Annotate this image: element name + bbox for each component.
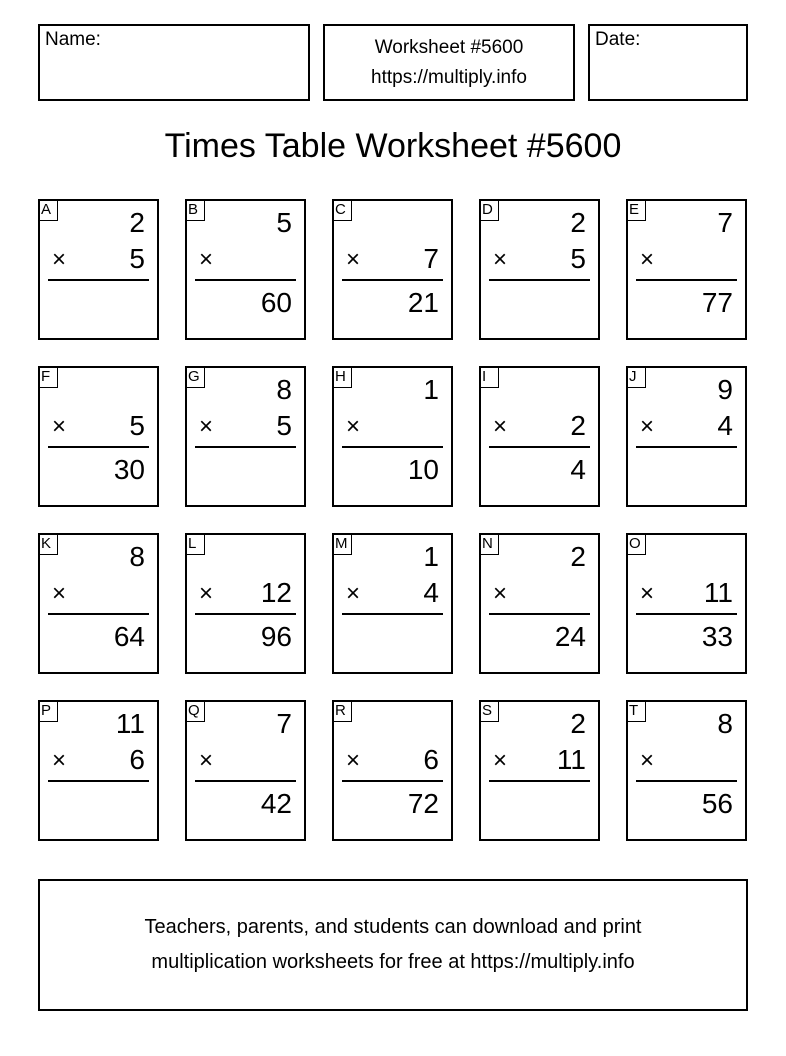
product: 24 [554, 621, 586, 652]
problem-letter: R [332, 700, 352, 722]
answer-line [636, 780, 737, 782]
answer-line [342, 279, 443, 281]
times-sign: × [52, 747, 67, 774]
multiplier: 12 [260, 577, 292, 608]
problem-card [185, 366, 306, 507]
problem-letter: T [626, 700, 646, 722]
footer-box [38, 879, 748, 1011]
multiplier: 5 [129, 410, 145, 441]
problem-letter: K [38, 533, 58, 555]
problem-card [38, 366, 159, 507]
product: 10 [407, 454, 439, 485]
product: 33 [701, 621, 733, 652]
problem-letter: P [38, 700, 58, 722]
product: 30 [113, 454, 145, 485]
problem-card [185, 700, 306, 841]
times-sign: × [199, 413, 214, 440]
product: 56 [701, 788, 733, 819]
problem-letter: L [185, 533, 205, 555]
multiplicand: 1 [423, 374, 439, 405]
problem-letter: C [332, 199, 352, 221]
problem-letter: D [479, 199, 499, 221]
times-sign: × [52, 413, 67, 440]
multiplicand: 7 [276, 708, 292, 739]
date-field-box [588, 24, 748, 101]
multiplicand: 2 [570, 207, 586, 238]
problem-card [479, 700, 600, 841]
problem-card [479, 199, 600, 340]
multiplicand: 8 [276, 374, 292, 405]
answer-line [489, 780, 590, 782]
answer-line [195, 613, 296, 615]
answer-line [195, 446, 296, 448]
product: 64 [113, 621, 145, 652]
problem-letter: N [479, 533, 499, 555]
date-label: Date: [595, 29, 641, 50]
multiplicand: 8 [129, 541, 145, 572]
worksheet-info-box [323, 24, 575, 101]
multiplicand: 7 [717, 207, 733, 238]
answer-line [48, 279, 149, 281]
answer-line [636, 446, 737, 448]
times-sign: × [493, 580, 508, 607]
answer-line [48, 780, 149, 782]
times-sign: × [640, 747, 655, 774]
problem-card [626, 533, 747, 674]
problem-card [479, 366, 600, 507]
times-sign: × [199, 580, 214, 607]
answer-line [489, 613, 590, 615]
times-sign: × [346, 413, 361, 440]
times-sign: × [199, 747, 214, 774]
problem-letter: I [479, 366, 499, 388]
problem-card [185, 533, 306, 674]
product: 4 [570, 454, 586, 485]
times-sign: × [493, 413, 508, 440]
multiplier: 2 [570, 410, 586, 441]
problem-card [479, 533, 600, 674]
multiplicand: 2 [570, 708, 586, 739]
problem-letter: B [185, 199, 205, 221]
times-sign: × [346, 747, 361, 774]
times-sign: × [346, 246, 361, 273]
product: 60 [260, 287, 292, 318]
times-sign: × [493, 246, 508, 273]
times-sign: × [640, 580, 655, 607]
problem-letter: F [38, 366, 58, 388]
product: 96 [260, 621, 292, 652]
problem-letter: J [626, 366, 646, 388]
product: 72 [407, 788, 439, 819]
answer-line [195, 279, 296, 281]
problem-card [38, 199, 159, 340]
answer-line [342, 780, 443, 782]
multiplicand: 1 [423, 541, 439, 572]
multiplicand: 2 [570, 541, 586, 572]
answer-line [636, 279, 737, 281]
answer-line [195, 780, 296, 782]
multiplier: 4 [423, 577, 439, 608]
multiplier: 5 [276, 410, 292, 441]
problem-letter: O [626, 533, 646, 555]
answer-line [342, 613, 443, 615]
problem-letter: A [38, 199, 58, 221]
multiplicand: 8 [717, 708, 733, 739]
answer-line [636, 613, 737, 615]
problem-letter: G [185, 366, 205, 388]
product: 77 [701, 287, 733, 318]
problem-card [332, 533, 453, 674]
problem-card [626, 199, 747, 340]
name-label: Name: [45, 29, 101, 50]
problem-card [332, 366, 453, 507]
answer-line [489, 446, 590, 448]
answer-line [48, 613, 149, 615]
multiplier: 4 [717, 410, 733, 441]
answer-line [342, 446, 443, 448]
multiplier: 7 [423, 243, 439, 274]
product: 42 [260, 788, 292, 819]
page-title: Times Table Worksheet #5600 [164, 127, 622, 165]
multiplicand: 5 [276, 207, 292, 238]
times-sign: × [346, 580, 361, 607]
product: 21 [407, 287, 439, 318]
answer-line [489, 279, 590, 281]
problem-card [626, 700, 747, 841]
multiplicand: 2 [129, 207, 145, 238]
problem-card [626, 366, 747, 507]
multiplicand: 9 [717, 374, 733, 405]
times-sign: × [199, 246, 214, 273]
site-url: https://multiply.info [371, 67, 527, 88]
worksheet-number: Worksheet #5600 [374, 37, 524, 58]
times-sign: × [640, 413, 655, 440]
footer-text-line-1: Teachers, parents, and students can download and print [144, 916, 642, 938]
problem-letter: H [332, 366, 352, 388]
multiplier: 5 [129, 243, 145, 274]
multiplier: 6 [423, 744, 439, 775]
problem-card [38, 700, 159, 841]
times-sign: × [493, 747, 508, 774]
times-sign: × [640, 246, 655, 273]
problem-letter: M [332, 533, 352, 555]
problem-card [38, 533, 159, 674]
problem-card [185, 199, 306, 340]
times-sign: × [52, 580, 67, 607]
multiplicand: 11 [115, 708, 145, 739]
times-sign: × [52, 246, 67, 273]
problem-letter: S [479, 700, 499, 722]
problem-letter: Q [185, 700, 205, 722]
answer-line [48, 446, 149, 448]
footer-text-line-2: multiplication worksheets for free at https://multiply.info [151, 951, 635, 973]
name-field-box [38, 24, 310, 101]
multiplier: 11 [703, 577, 733, 608]
multiplier: 6 [129, 744, 145, 775]
problem-letter: E [626, 199, 646, 221]
problem-card [332, 199, 453, 340]
problem-card [332, 700, 453, 841]
multiplier: 5 [570, 243, 586, 274]
multiplier: 11 [556, 744, 586, 775]
